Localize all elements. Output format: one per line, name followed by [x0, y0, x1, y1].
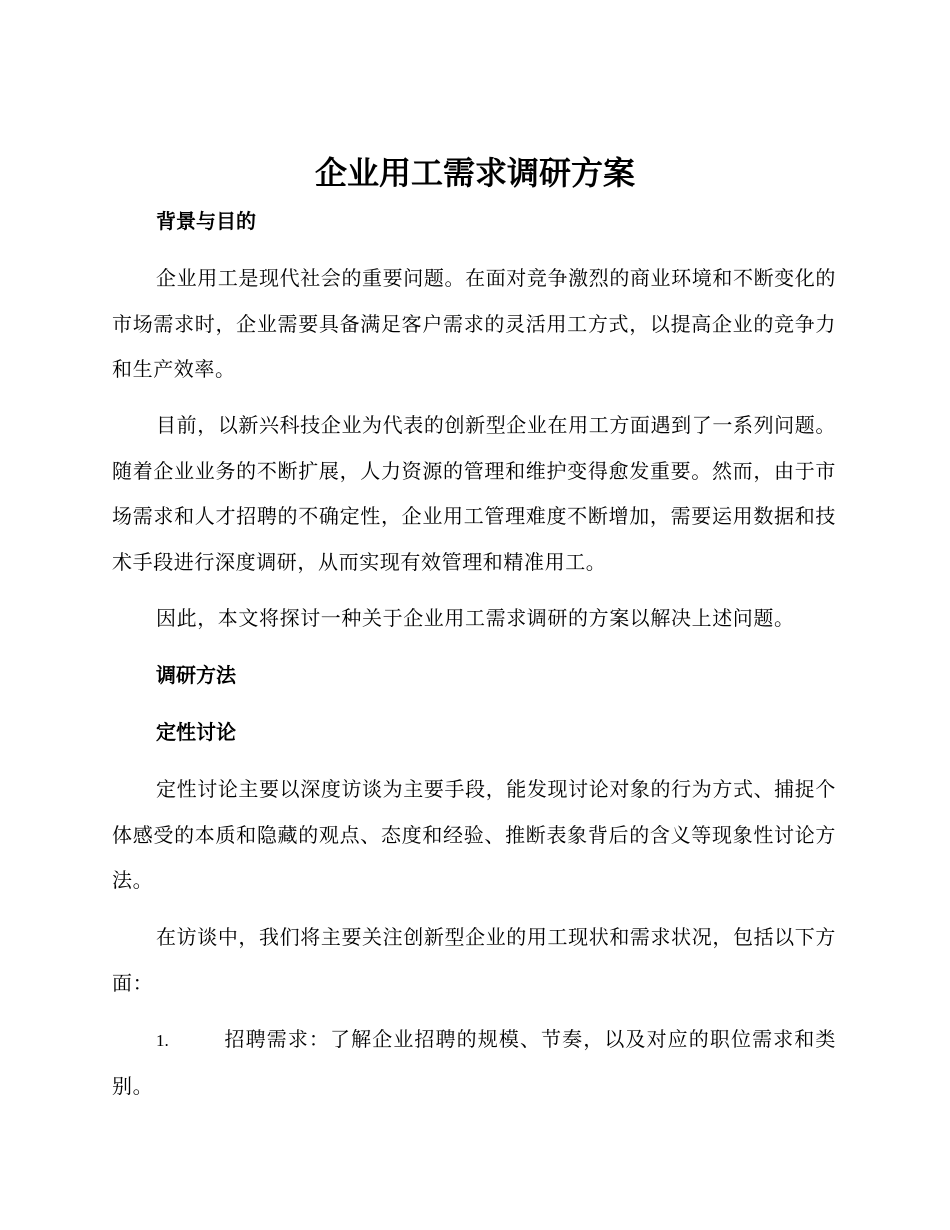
section-heading-method: 调研方法 [156, 663, 236, 687]
section-heading-qualitative: 定性讨论 [156, 720, 236, 744]
list-item-number: 1. [156, 1031, 169, 1050]
paragraph-background-3: 因此，本文将探讨一种关于企业用工需求调研的方案以解决上述问题。 [156, 606, 795, 630]
list-item [112, 1017, 836, 1109]
paragraph-qualitative-1: 定性讨论主要以深度访谈为主要手段，能发现讨论对象的行为方式、捕捉个体感受的本质和隐藏的观点、态度和经验、推断表象背后的含义等现象性讨论方法。 [112, 777, 836, 892]
paragraph-background-2: 目前，以新兴科技企业为代表的创新型企业在用工方面遇到了一系列问题。随着企业业务的不断扩展，人力资源的管理和维护变得愈发重要。然而，由于市场需求和人才招聘的不确定性，企业用工管理难度不断增加，需要运用数据和技术手段进行深度调研，从而实现有效管理和精准用工。 [112, 413, 836, 574]
paragraph-background-1: 企业用工是现代社会的重要问题。在面对竞争激烈的商业环境和不断变化的市场需求时，企业需要具备满足客户需求的灵活用工方式，以提高企业的竞争力和生产效率。 [112, 266, 836, 381]
paragraph-qualitative-2: 在访谈中，我们将主要关注创新型企业的用工现状和需求状况，包括以下方面： [112, 925, 836, 995]
list-item-text: 招聘需求：了解企业招聘的规模、节奏，以及对应的职位需求和类别。 [112, 1027, 836, 1098]
section-heading-background: 背景与目的 [156, 209, 256, 233]
document-title: 企业用工需求调研方案 [314, 154, 635, 192]
